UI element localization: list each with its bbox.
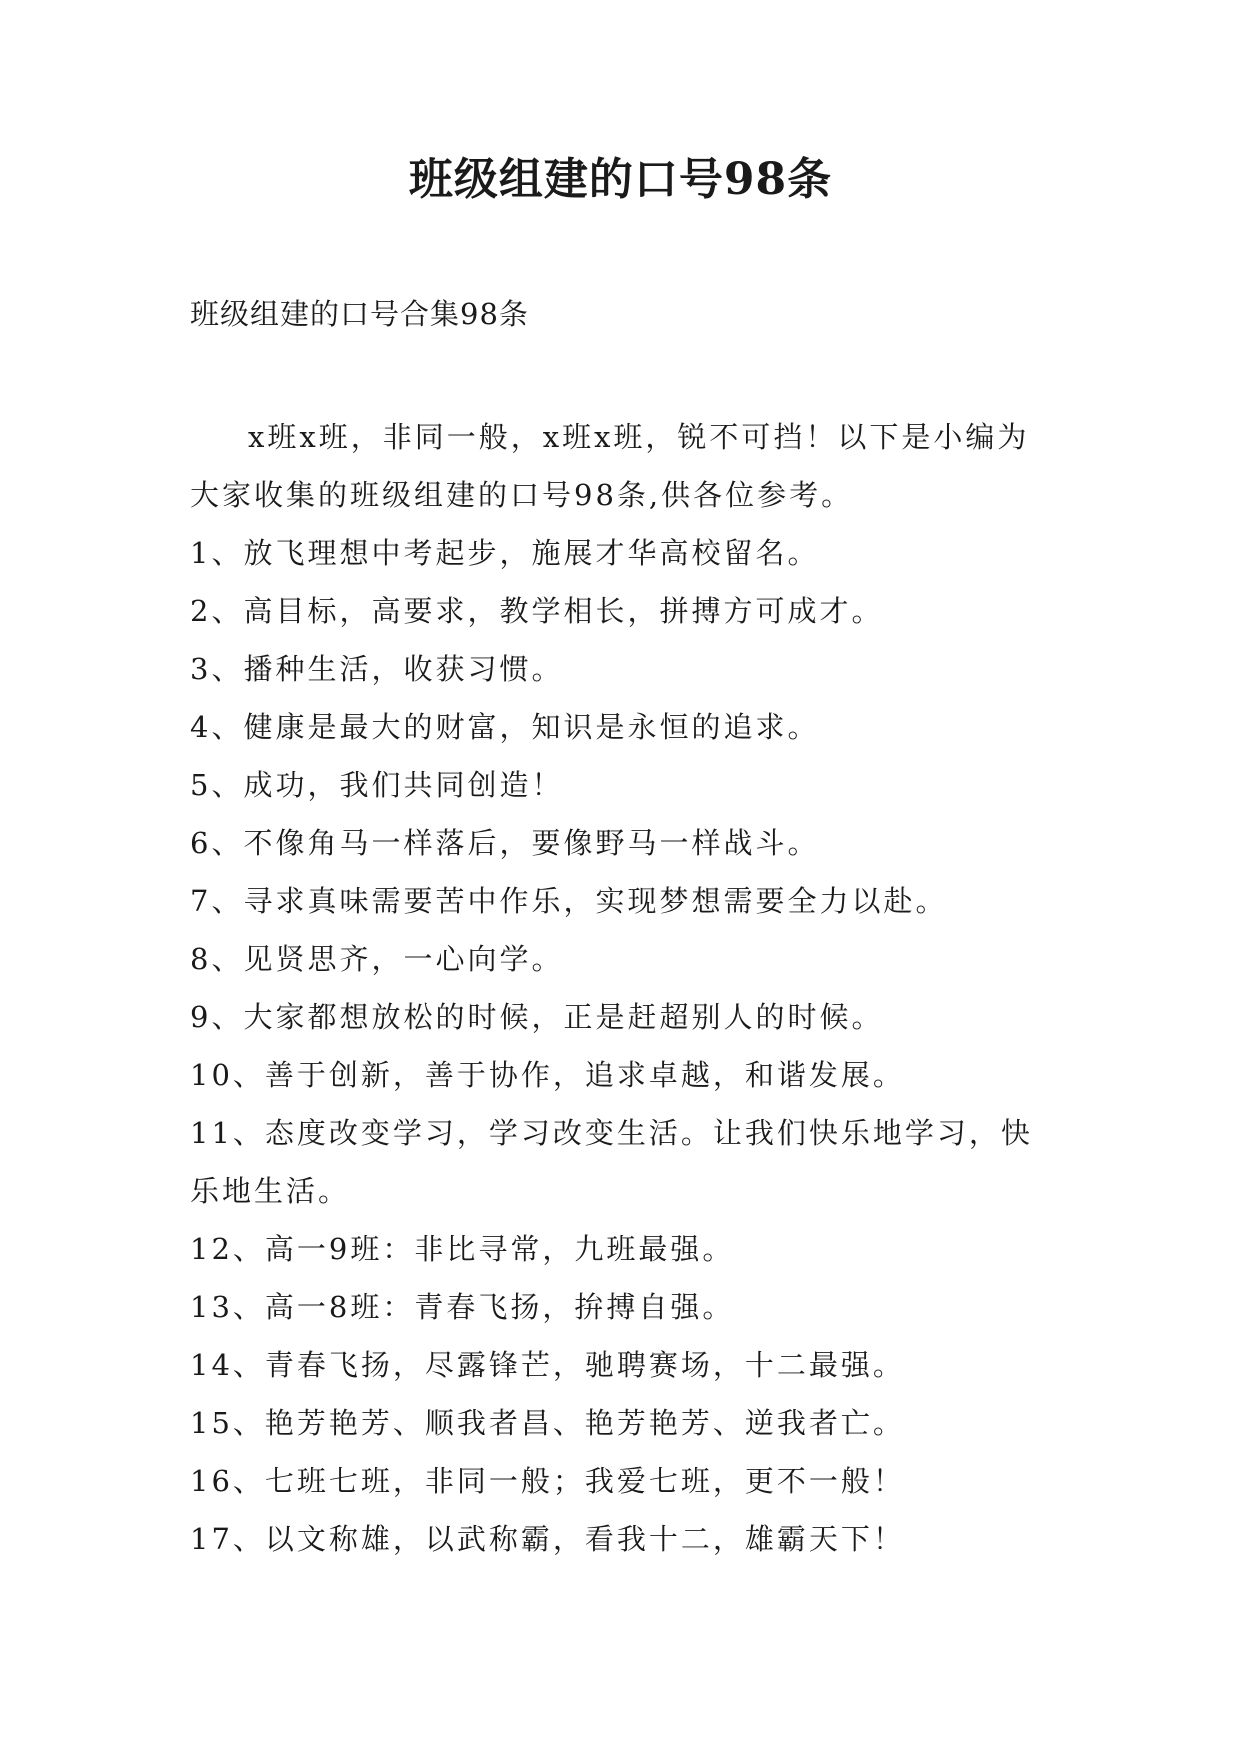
intro-paragraph: x班x班，非同一般，x班x班，锐不可挡！以下是小编为大家收集的班级组建的口号98条,供各位参考。 <box>190 420 1030 512</box>
list-item: 9、大家都想放松的时候，正是赶超别人的时候。 <box>190 1000 884 1034</box>
list-item: 4、健康是最大的财富，知识是永恒的追求。 <box>190 710 820 744</box>
list-item: 7、寻求真味需要苦中作乐，实现梦想需要全力以赴。 <box>190 884 948 918</box>
list-item: 1、放飞理想中考起步，施展才华高校留名。 <box>190 536 820 570</box>
list-item: 8、见贤思齐，一心向学。 <box>190 942 564 976</box>
list-item: 5、成功，我们共同创造！ <box>190 768 564 802</box>
document-title: 班级组建的口号98条 <box>408 154 833 205</box>
list-item: 14、青春飞扬，尽露锋芒，驰聘赛场，十二最强。 <box>190 1348 905 1382</box>
document-body <box>190 408 1052 1568</box>
document-subtitle: 班级组建的口号合集98条 <box>190 297 529 331</box>
list-item: 16、七班七班，非同一般；我爱七班，更不一般！ <box>190 1464 905 1498</box>
list-item: 10、善于创新，善于协作，追求卓越，和谐发展。 <box>190 1058 905 1092</box>
list-item: 2、高目标，高要求，教学相长，拼搏方可成才。 <box>190 594 884 628</box>
list-item: 11、态度改变学习，学习改变生活。让我们快乐地学习，快乐地生活。 <box>190 1116 1033 1208</box>
list-item: 17、以文称雄，以武称霸，看我十二，雄霸天下！ <box>190 1522 905 1556</box>
list-item: 3、播种生活，收获习惯。 <box>190 652 564 686</box>
list-item: 6、不像角马一样落后，要像野马一样战斗。 <box>190 826 820 860</box>
list-item: 12、高一9班：非比寻常，九班最强。 <box>190 1232 735 1266</box>
list-item: 15、艳芳艳芳、顺我者昌、艳芳艳芳、逆我者亡。 <box>190 1406 905 1440</box>
list-item: 13、高一8班：青春飞扬，拚搏自强。 <box>190 1290 735 1324</box>
